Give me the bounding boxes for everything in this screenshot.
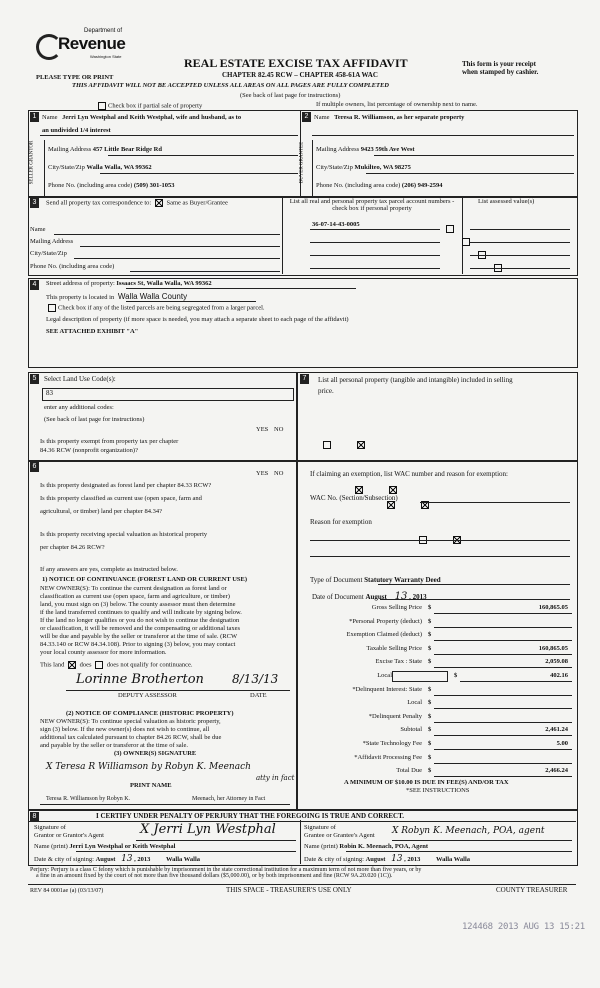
grantor-signature[interactable]: X Jerri Lyn Westphal [140, 822, 276, 837]
seller-phone[interactable]: (509) 301-1053 [133, 182, 175, 189]
grantor-name-row[interactable] [34, 843, 175, 850]
street-row[interactable] [46, 280, 212, 287]
amount-row[interactable] [310, 686, 572, 698]
receipt-2: when stamped by cashier. [462, 68, 539, 76]
grantor-sig-label-2: Grantor or Grantor's Agent [34, 832, 104, 839]
buyer-name-label: Name [314, 114, 330, 121]
amount-row[interactable] [310, 754, 572, 766]
amount-underline [434, 749, 572, 750]
doc-date-year[interactable]: , 2013 [409, 593, 427, 601]
amount-row[interactable] [310, 604, 572, 616]
n1-line-6: or classification, it will be removed and the compensating or additional taxes [40, 625, 240, 632]
see-instructions: *SEE INSTRUCTIONS [406, 787, 470, 794]
seller-side-label: SELLER GRANTOR [29, 140, 35, 185]
amount-row[interactable] [310, 658, 572, 670]
doc-date-label: Date of Document [312, 593, 364, 601]
dollar-sign: $ [428, 658, 432, 666]
personal-property-label-2: price. [318, 387, 334, 395]
claim-exemption-label: If claiming an exemption, list WAC number and reason for exemption: [310, 470, 508, 478]
seller-phone-label: Phone No. (including area code) [48, 182, 133, 189]
current-use-yes-checkbox[interactable] [387, 501, 395, 509]
buyer-phone-label: Phone No. (including area code) [316, 182, 401, 189]
additional-codes-label: enter any additional codes: [44, 404, 114, 411]
s5-see-back: (See back of last page for instructions) [44, 416, 145, 423]
buyer-city-row[interactable] [316, 164, 411, 171]
dollar-sign: $ [428, 726, 432, 734]
amount-value[interactable]: 2,461.24 [545, 726, 568, 734]
rev-number: REV 84 0001ae (a) (03/13/07) [30, 888, 104, 894]
seller-address-row[interactable] [48, 146, 162, 153]
n2-line-2: sign (3) below. If the new owner(s) does not wish to continue, all [40, 726, 210, 733]
grantor-print-name[interactable]: Jerri Lyn Westphal or Keith Westphal [69, 843, 176, 850]
n2-line-1: NEW OWNER(S): To continue special valuation as historic property, [40, 718, 221, 725]
dollar-sign: $ [428, 644, 432, 652]
section-7-box [296, 372, 578, 462]
exempt-question-2: 84.36 RCW (nonprofit organization)? [40, 447, 138, 454]
forest-land-question: Is this property designated as forest land per chapter 84.33 RCW? [40, 482, 212, 489]
amount-label: *Personal Property (deduct) [349, 617, 422, 625]
partial-sale-row[interactable] [96, 102, 202, 110]
n1-line-7: will be due and payable by the seller or transferor at the time of sale. (RCW [40, 633, 238, 640]
amount-row[interactable] [310, 672, 572, 684]
amount-row[interactable] [310, 713, 572, 725]
treasurer-space-label: THIS SPACE - TREASURER'S USE ONLY [226, 886, 352, 894]
corr-name-label: Name [30, 226, 46, 233]
assessed-heading: List assessed value(s) [478, 198, 535, 205]
street-label: Street address of property: [46, 280, 115, 287]
amount-underline [434, 708, 572, 709]
doc-date-day[interactable]: 13 [394, 591, 408, 602]
amount-label: *Affidavit Processing Fee [354, 753, 422, 761]
amount-row[interactable] [310, 699, 572, 711]
grantor-date-year[interactable]: , 2013 [134, 856, 151, 863]
amount-underline [434, 695, 572, 696]
parcel-checkbox-1[interactable] [446, 225, 454, 233]
wac-label: WAC No. (Section/Subsection) [310, 494, 398, 502]
please-type: PLEASE TYPE OR PRINT [36, 74, 114, 81]
amount-row[interactable] [310, 740, 572, 752]
county-treasurer-label: COUNTY TREASURER [496, 886, 568, 894]
grantor-date-row[interactable] [34, 854, 200, 864]
cashier-stamp: 124468 2013 AUG 13 15:21 [462, 922, 585, 932]
seller-phone-row[interactable] [48, 182, 175, 189]
notice: THIS AFFIDAVIT WILL NOT BE ACCEPTED UNLESS ALL AREAS ON ALL PAGES ARE FULLY COMPLETED [72, 82, 389, 89]
seller-name[interactable]: Jerri Lyn Westphal and Keith Westphal, wife and husband, as to [62, 114, 242, 121]
perjury-line-1: Perjury: Perjury is a class C felony which is punishable by imprisonment in the state correctional institution for a maximum term of not more than five years, or by [30, 867, 422, 873]
section-2-number: 2 [302, 112, 311, 122]
does-not-qualify-checkbox[interactable] [95, 661, 103, 669]
perjury-line-2: a fine in an amount fixed by the court of not more than five thousand dollars ($5,000.00), or by both imprisonment and fine (RCW 9A.20.020 (1C)). [36, 873, 393, 879]
amount-value[interactable]: 402.16 [550, 672, 568, 679]
see-back: (See back of last page for instructions) [240, 92, 341, 99]
grantee-city[interactable]: Walla Walla [436, 856, 471, 863]
s6-yes-header: YES [256, 470, 269, 477]
amount-label: *Delinquent Penalty [368, 712, 422, 720]
partial-sale-checkbox[interactable] [98, 102, 106, 110]
same-as-buyer-label: Same as Buyer/Grantee [166, 199, 228, 207]
land-use-code-box[interactable] [42, 388, 294, 401]
assessor-signature[interactable]: Lorinne Brotherton [76, 672, 204, 687]
date-label: DATE [250, 692, 267, 699]
amount-row[interactable] [310, 631, 572, 643]
amount-label: Subtotal [400, 726, 422, 734]
amount-row[interactable] [310, 767, 572, 779]
corr-phone-label: Phone No. (including area code) [30, 263, 115, 270]
doc-date-row[interactable] [312, 591, 427, 602]
amount-label: Total Due [396, 767, 422, 775]
amount-value[interactable]: 160,865.05 [538, 644, 568, 652]
local-tax-box[interactable] [392, 671, 448, 682]
exempt-yes-checkbox[interactable] [323, 441, 331, 449]
dollar-sign: $ [428, 617, 432, 625]
section-3-number: 3 [30, 198, 39, 208]
form-title: REAL ESTATE EXCISE TAX AFFIDAVIT [184, 56, 408, 70]
doc-type-label: Type of Document [310, 576, 363, 584]
grantor-sig-label-1: Signature of [34, 824, 66, 831]
historic-question: Is this property receiving special valuation as historical property [40, 531, 208, 538]
grantor-date-day[interactable]: 13 [121, 854, 133, 864]
dollar-sign: $ [428, 631, 432, 639]
select-land-use-label: Select Land Use Code(s): [44, 375, 116, 383]
segregated-row[interactable] [46, 304, 265, 312]
multiple-owners: If multiple owners, list percentage of ownership next to name. [316, 101, 478, 108]
s6-no-header: NO [274, 470, 284, 477]
grantor-name-label: Name (print) [34, 843, 68, 850]
doc-type-row[interactable] [310, 576, 441, 584]
corr-city-label: City/State/Zip [30, 250, 67, 257]
amount-underline [460, 681, 572, 682]
dollar-sign: $ [428, 753, 432, 761]
grantee-date-month[interactable]: August [365, 856, 386, 863]
buyer-phone-row[interactable] [316, 182, 443, 189]
street-address[interactable]: Issaacs St, Walla Walla, WA 99362 [116, 280, 212, 287]
dor-logo [36, 28, 126, 72]
buyer-address-row[interactable] [316, 146, 415, 153]
current-use-question: Is this property classified as current use (open space, farm and [40, 495, 202, 502]
segregated-label: Check box if any of the listed parcels are being segregated from a larger parcel. [58, 304, 265, 312]
grantee-name-row[interactable] [304, 843, 428, 850]
exempt-no-checkbox[interactable] [357, 441, 365, 449]
current-use-question-2: agricultural, or timber) land per chapter 84.34? [40, 508, 163, 515]
grantee-date-label: Date & city of signing: [304, 856, 364, 863]
n1-line-2: classification as current use (open space, farm and agriculture, or timber) [40, 593, 230, 600]
land-use-code[interactable]: 83 [46, 389, 53, 397]
amount-label: *State Technology Fee [362, 740, 422, 747]
amount-label: Local [377, 672, 392, 679]
located-county[interactable]: Walla Walla County [117, 292, 188, 301]
amount-value[interactable]: 160,865.05 [538, 604, 568, 611]
amount-underline [434, 776, 572, 777]
buyer-address[interactable]: 9423 59th Ave West [360, 146, 415, 153]
grantee-date-year[interactable]: , 2013 [404, 856, 421, 863]
same-as-buyer-checkbox[interactable] [155, 199, 163, 207]
notice-compliance-title: (2) NOTICE OF COMPLIANCE (HISTORIC PROPERTY) [66, 710, 234, 717]
land-qualifies-row[interactable] [40, 661, 193, 669]
seller-name-label: Name [42, 114, 58, 121]
dollar-sign: $ [428, 699, 432, 707]
n1-line-4: if the land transferred continues to qualify and will indicate by signing below. [40, 609, 242, 616]
certify-text: I CERTIFY UNDER PENALTY OF PERJURY THAT THE FOREGOING IS TRUE AND CORRECT. [96, 812, 405, 820]
buyer-name-row[interactable] [314, 114, 464, 121]
section-4-number: 4 [30, 280, 39, 290]
legal-description-label: Legal description of property (if more space is needed, you may attach a separate sheet to each page of the affidavit) [46, 316, 349, 323]
partial-sale-label: Check box if partial sale of property [108, 102, 203, 110]
amount-value[interactable]: 2,466.24 [545, 767, 568, 775]
amount-label: Local [407, 699, 422, 707]
amount-row[interactable] [310, 726, 572, 738]
n2-line-4: and payable by the seller or transferor at the time of sale. [40, 742, 188, 749]
grantor-date-label: Date & city of signing: [34, 856, 94, 863]
deputy-assessor-label: DEPUTY ASSESSOR [118, 692, 177, 699]
amount-label: Exemption Claimed (deduct) [346, 631, 422, 639]
owner-signature[interactable]: X Teresa R Williamson by Robyn K. Meenach [46, 762, 251, 772]
located-label: This property is located in [46, 294, 115, 301]
exhibit-text[interactable]: SEE ATTACHED EXHIBIT "A" [46, 328, 139, 335]
n2-line-3: additional tax calculated pursuant to chapter 84.26 RCW, shall be due [40, 734, 222, 741]
does-qualify-checkbox[interactable] [68, 661, 76, 669]
amount-underline [434, 735, 572, 736]
does-not-qualify-label: does not qualify for continuance. [106, 661, 193, 669]
amount-value[interactable]: 2,059.08 [545, 658, 568, 666]
grantee-date-day[interactable]: 13 [391, 854, 403, 864]
historic-question-2: per chapter 84.26 RCW? [40, 544, 105, 551]
seller-city-label: City/State/Zip [48, 164, 85, 171]
parcel-checkbox-2[interactable] [462, 238, 470, 246]
seller-addr-label: Mailing Address [48, 146, 92, 153]
seller-name-row[interactable] [42, 114, 298, 121]
amount-label: Excise Tax : State [375, 658, 422, 666]
minimum-due-text: A MINIMUM OF $10.00 IS DUE IN FEE(S) AND/OR TAX [344, 779, 509, 786]
buyer-name[interactable]: Teresa R. Williamson, as her separate property [334, 114, 465, 121]
dollar-sign: $ [454, 672, 458, 679]
amount-row[interactable] [310, 618, 572, 630]
section-7-number: 7 [300, 374, 309, 384]
section-1-number: 1 [30, 112, 39, 122]
doc-type[interactable]: Statutory Warranty Deed [364, 576, 441, 584]
amount-label: Gross Selling Price [371, 604, 422, 611]
grantor-city[interactable]: Walla Walla [166, 856, 201, 863]
n1-line-3: land, you must sign on (3) below. The county assessor must then determine [40, 601, 236, 608]
seller-name-2[interactable]: an undivided 1/4 interest [42, 127, 111, 134]
s5-no-header: NO [274, 426, 284, 433]
send-correspondence-row[interactable] [46, 199, 228, 207]
corr-mailing-label: Mailing Address [30, 238, 74, 245]
seller-city[interactable]: Walla Walla, WA 99362 [86, 164, 152, 171]
buyer-city[interactable]: Mukilteo, WA 98275 [354, 164, 411, 171]
amount-underline [434, 722, 572, 723]
segregated-checkbox[interactable] [48, 304, 56, 312]
chapters: CHAPTER 82.45 RCW – CHAPTER 458-61A WAC [222, 71, 378, 79]
exempt-question-1: Is this property exempt from property tax per chapter [40, 438, 179, 445]
amount-label: Taxable Selling Price [366, 644, 422, 652]
dollar-sign: $ [428, 740, 432, 747]
dept-state: Washington State [90, 54, 122, 59]
amount-underline [434, 654, 572, 655]
n1-line-9: your local county assessor for more information. [40, 649, 167, 656]
owner-signature-title: (3) OWNER(S) SIGNATURE [114, 750, 197, 757]
reason-label: Reason for exemption [310, 518, 372, 526]
perjury-text [30, 867, 576, 879]
n1-line-1: NEW OWNER(S): To continue the current designation as forest land or [40, 585, 227, 592]
print-name-right[interactable]: Meenach, her Attorney in Fact [192, 796, 266, 802]
amount-underline [434, 627, 572, 628]
grantee-sig-label-2: Grantee or Grantee's Agent [304, 832, 375, 839]
n1-line-5: If the land no longer qualifies or you do not wish to continue the designation [40, 617, 240, 624]
seller-city-row[interactable] [48, 164, 152, 171]
dollar-sign: $ [428, 712, 432, 720]
print-name-label: PRINT NAME [130, 782, 172, 789]
grantee-print-name[interactable]: Robin K. Meenach, POA, Agent [339, 843, 429, 850]
buyer-phone[interactable]: (206) 949-2594 [401, 182, 443, 189]
located-row[interactable] [46, 292, 187, 301]
dollar-sign: $ [428, 604, 432, 611]
amount-underline [434, 763, 572, 764]
any-yes-text: If any answers are yes, complete as instructed below. [40, 566, 178, 573]
dollar-sign: $ [428, 767, 432, 775]
receipt-1: This form is your receipt [462, 60, 537, 68]
grantee-signature[interactable]: X Robyn K. Meenach, POA, agent [392, 826, 545, 836]
grantee-sig-label-1: Signature of [304, 824, 336, 831]
dept-big: Revenue [58, 34, 126, 53]
s5-yes-header: YES [256, 426, 269, 433]
dollar-sign: $ [428, 685, 432, 693]
personal-property-label: List all personal property (tangible and intangible) included in selling [318, 376, 513, 384]
section-5-number: 5 [30, 374, 39, 384]
buyer-addr-label: Mailing Address [316, 146, 360, 153]
amount-underline [434, 613, 572, 614]
notice-continuance-title: 1) NOTICE OF CONTINUANCE (FOREST LAND OR CURRENT USE) [42, 576, 248, 583]
grantee-name-label: Name (print) [304, 843, 338, 850]
amount-underline [434, 667, 572, 668]
does-label: does [79, 661, 92, 669]
n1-line-8: 84.33.140 or RCW 84.34.108). Prior to signing (3) below, you may contact [40, 641, 236, 648]
parcel-number[interactable]: 36-07-14-43-0005 [312, 221, 360, 228]
buyer-side-label: BUYER GRANTEE [299, 141, 305, 184]
doc-date-month[interactable]: August [365, 593, 387, 601]
grantor-date-month[interactable]: August [95, 856, 116, 863]
parcel-heading: List all real and personal property tax parcel account numbers - check box if personal property [289, 198, 455, 212]
amount-row[interactable] [310, 645, 572, 657]
send-label: Send all property tax correspondence to: [46, 199, 152, 207]
amount-underline [434, 640, 572, 641]
dept-small: Department of [84, 28, 123, 34]
buyer-city-label: City/State/Zip [316, 164, 353, 171]
atty-in-fact-note: atty in fact [256, 774, 295, 782]
assessor-date[interactable]: 8/13/13 [232, 672, 279, 686]
seller-address[interactable]: 457 Little Bear Ridge Rd [92, 146, 162, 153]
grantee-date-row[interactable] [304, 854, 470, 864]
this-land-label: This land [40, 661, 65, 669]
section-8-number: 8 [30, 812, 39, 822]
amount-value[interactable]: 5.00 [556, 740, 568, 747]
amount-label: *Delinquent Interest: State [352, 685, 422, 693]
print-name-left[interactable]: Teresa R. Williamson by Robyn K. [46, 796, 131, 802]
section-6-number: 6 [30, 462, 39, 472]
